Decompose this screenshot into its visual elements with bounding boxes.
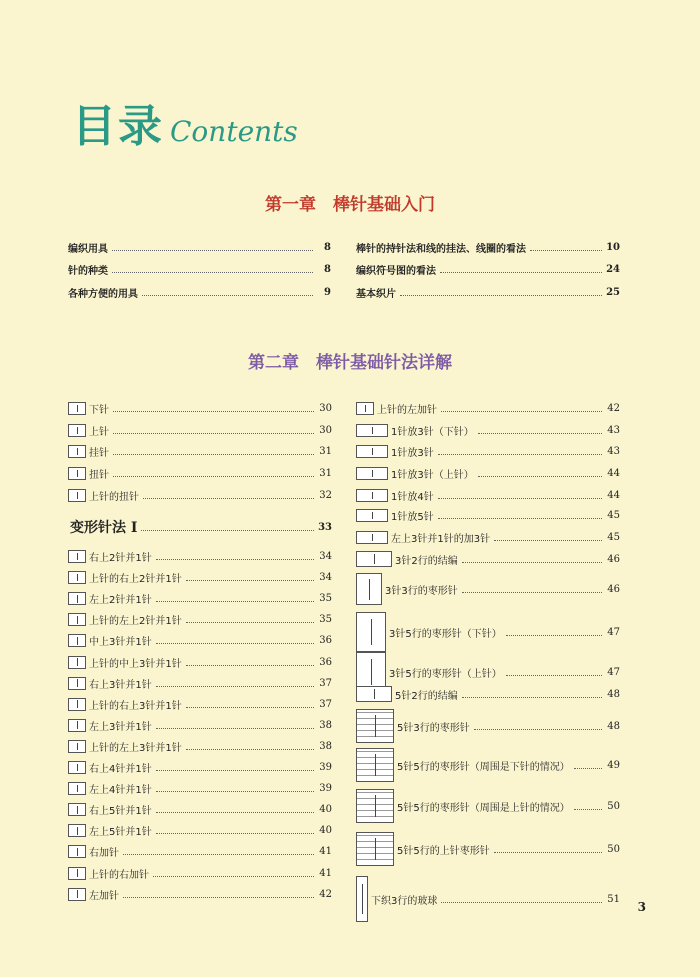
stitch-symbol-icon: [68, 677, 86, 690]
toc-entry[interactable]: [68, 240, 331, 255]
toc-entry-label: [68, 285, 138, 300]
toc-entry-page: 39: [319, 762, 332, 773]
leader-dots: [156, 643, 314, 644]
leader-dots: [186, 622, 314, 623]
toc-entry-label: [68, 676, 152, 691]
toc-entry-page: 44: [607, 468, 620, 479]
stitch-symbol-icon: [68, 634, 86, 647]
leader-dots: [438, 518, 602, 519]
toc-entry-text: 5针2行的结编: [395, 690, 458, 702]
title-en: Contents: [170, 115, 298, 148]
stitch-symbol-icon: [68, 740, 86, 753]
toc-entry-text: 挂针: [89, 448, 109, 459]
toc-entry-page: 42: [319, 888, 332, 900]
toc-entry[interactable]: [356, 423, 620, 438]
stitch-symbol-icon: [356, 445, 388, 458]
toc-entry[interactable]: [68, 401, 332, 416]
toc-entry-page: 30: [319, 403, 332, 414]
stitch-symbol-icon: [68, 782, 86, 795]
stitch-symbol-icon: [68, 824, 86, 837]
toc-entry[interactable]: [356, 748, 620, 782]
toc-entry-page: 10: [606, 242, 620, 253]
toc-entry-text: 右上3针并1针: [89, 679, 152, 691]
leader-dots: [478, 433, 602, 434]
toc-entry[interactable]: [68, 760, 332, 775]
toc-entry-page: 40: [319, 804, 332, 816]
toc-entry[interactable]: [68, 823, 332, 838]
toc-entry-page: 47: [607, 666, 620, 678]
toc-entry-label: [68, 549, 152, 564]
leader-dots: [142, 295, 313, 296]
toc-entry-page: 37: [319, 677, 332, 689]
toc-entry-label: [356, 488, 434, 503]
title-cn: 目录: [72, 101, 164, 152]
toc-entry-page: 46: [607, 583, 620, 595]
toc-entry-label: [68, 866, 149, 881]
toc-entry-page: 44: [607, 490, 620, 501]
toc-entry[interactable]: [68, 655, 332, 670]
toc-entry-page: 38: [319, 719, 332, 731]
toc-entry[interactable]: [68, 718, 332, 733]
leader-dots: [574, 809, 602, 810]
toc-entry-text: 扭针: [89, 470, 109, 481]
leader-dots: [574, 768, 602, 769]
leader-dots: [156, 728, 314, 729]
toc-entry-page: 35: [319, 614, 332, 626]
toc-entry-text: 左上3针并1针的加3针: [391, 534, 491, 545]
stitch-symbol-icon: [68, 888, 86, 901]
stitch-symbol-icon: [68, 424, 86, 437]
toc-entry-label: [68, 262, 108, 277]
toc-entry-page: 34: [319, 572, 332, 584]
leader-dots: [141, 530, 314, 531]
toc-entry-text: 上针的左上2针并1针: [89, 616, 182, 628]
toc-entry[interactable]: [356, 240, 620, 255]
toc-entry[interactable]: [356, 444, 620, 459]
toc-entry-label: [356, 876, 437, 922]
toc-entry-text: 1针放3针（下针）: [391, 427, 474, 438]
toc-entry-page: 45: [607, 532, 620, 543]
toc-entry-label: [68, 633, 152, 648]
leader-dots: [156, 770, 314, 771]
leader-dots: [186, 749, 314, 750]
toc-entry[interactable]: [68, 866, 332, 881]
toc-entry-label: [68, 781, 152, 796]
toc-entry-label: [68, 240, 108, 255]
toc-entry-page: 32: [319, 490, 332, 501]
toc-entry-label: [68, 488, 139, 503]
toc-entry[interactable]: [356, 530, 620, 545]
toc-entry-text: 上针的右加针: [89, 869, 149, 881]
stitch-symbol-icon: [68, 571, 86, 584]
leader-dots: [112, 250, 313, 251]
stitch-symbol-icon: [68, 445, 86, 458]
toc-entry[interactable]: [356, 285, 620, 300]
toc-entry-label: [356, 832, 490, 866]
leader-dots: [506, 635, 602, 636]
toc-entry-text: 3针5行的枣形针（上针）: [389, 668, 502, 680]
toc-entry-text: 左上5针并1针: [89, 827, 152, 839]
leader-dots: [123, 854, 314, 855]
toc-entry-page: 43: [607, 425, 620, 436]
toc-entry[interactable]: [356, 573, 620, 605]
toc-entry-text: 1针放3针: [391, 448, 434, 459]
toc-entry-page: 31: [319, 446, 332, 457]
stitch-symbol-icon: [356, 748, 394, 782]
leader-dots: [156, 833, 314, 834]
toc-entry-page: 45: [607, 510, 620, 521]
toc-entry[interactable]: [356, 401, 620, 416]
leader-dots: [156, 686, 314, 687]
toc-entry-label: [356, 748, 570, 782]
toc-entry-text: 各种方便的用具: [68, 289, 138, 300]
toc-entry[interactable]: [356, 832, 620, 866]
chapter-2-heading: 第二章 棒针基础针法详解: [248, 353, 452, 373]
leader-dots: [186, 580, 314, 581]
toc-entry-page: 42: [607, 403, 620, 414]
toc-entry-label: [356, 530, 490, 545]
section-heading-label: 变形针法 I: [70, 520, 138, 536]
leader-dots: [113, 454, 314, 455]
stitch-symbol-icon: [356, 876, 368, 922]
leader-dots: [156, 812, 314, 813]
toc-entry-label: [356, 612, 502, 652]
toc-entry[interactable]: [68, 466, 332, 481]
toc-entry-label: [68, 444, 109, 459]
leader-dots: [462, 697, 602, 698]
toc-entry[interactable]: [68, 697, 332, 712]
toc-entry-text: 上针的右上2针并1针: [89, 574, 182, 586]
stitch-symbol-icon: [356, 573, 382, 605]
leader-dots: [153, 876, 314, 877]
toc-entry[interactable]: [68, 802, 332, 817]
toc-entry-text: 左上2针并1针: [89, 595, 152, 607]
stitch-symbol-icon: [356, 531, 388, 544]
toc-entry[interactable]: [356, 508, 620, 523]
leader-dots: [113, 411, 314, 412]
toc-entry-text: 下织3行的玻球: [371, 895, 438, 907]
toc-entry-page: 36: [319, 635, 332, 647]
toc-entry[interactable]: [68, 676, 332, 691]
toc-entry-page: 35: [319, 593, 332, 605]
toc-entry-page: 51: [607, 893, 620, 905]
leader-dots: [156, 791, 314, 792]
section-heading-variations: [70, 517, 332, 537]
toc-entry-label: [68, 718, 152, 733]
stitch-symbol-icon: [356, 551, 392, 567]
leader-dots: [494, 852, 602, 853]
toc-entry-label: [356, 240, 526, 255]
leader-dots: [123, 897, 314, 898]
toc-entry-label: [68, 760, 152, 775]
toc-entry-text: 1针放3针（上针）: [391, 470, 474, 481]
toc-entry[interactable]: [356, 709, 620, 743]
toc-entry[interactable]: [68, 612, 332, 627]
toc-entry-text: 左上3针并1针: [89, 721, 152, 733]
stitch-symbol-icon: [68, 867, 86, 880]
leader-dots: [438, 498, 602, 499]
toc-entry-text: 针的种类: [68, 266, 108, 277]
toc-entry-label: [356, 466, 474, 481]
toc-entry-text: 上针的扭针: [89, 492, 139, 503]
toc-entry-text: 编织符号图的看法: [356, 266, 436, 277]
toc-entry-label: [68, 401, 109, 416]
page-number: 3: [637, 900, 646, 914]
toc-entry-label: [356, 789, 570, 823]
toc-entry-label: [68, 844, 119, 859]
toc-entry-label: [356, 686, 458, 702]
stitch-symbol-icon: [68, 489, 86, 502]
toc-entry-text: 棒针的持针法和线的挂法、线圈的看法: [356, 244, 526, 255]
chapter-1-heading: 第一章 棒针基础入门: [265, 195, 435, 215]
toc-entry-page: 31: [319, 468, 332, 479]
toc-entry-label: [356, 285, 396, 300]
toc-entry-page: 24: [606, 264, 620, 275]
stitch-symbol-icon: [68, 719, 86, 732]
stitch-symbol-icon: [68, 613, 86, 626]
toc-entry-text: 下针: [89, 405, 109, 416]
toc-entry-text: 1针放4针: [391, 492, 434, 503]
toc-entry-text: 3针2行的结编: [395, 555, 458, 567]
toc-entry-label: [356, 444, 434, 459]
toc-entry-page: 49: [607, 759, 620, 771]
toc-entry-text: 5针5行的枣形针（周围是上针的情况）: [397, 802, 570, 814]
toc-entry-text: 1针放5针: [391, 512, 434, 523]
leader-dots: [113, 476, 314, 477]
toc-entry-text: 5针5行的枣形针（周围是下针的情况）: [397, 761, 570, 773]
toc-entry-page: 8: [324, 264, 331, 275]
stitch-symbol-icon: [68, 402, 86, 415]
toc-entry-label: [68, 697, 182, 712]
toc-entry[interactable]: [356, 262, 620, 277]
leader-dots: [440, 272, 602, 273]
stitch-symbol-icon: [356, 489, 388, 502]
toc-entry-page: 46: [607, 553, 620, 565]
leader-dots: [186, 665, 314, 666]
toc-entry[interactable]: [68, 591, 332, 606]
toc-entry-label: [356, 551, 458, 567]
toc-entry-page: 40: [319, 825, 332, 837]
leader-dots: [441, 411, 602, 412]
toc-entry[interactable]: [356, 488, 620, 503]
stitch-symbol-icon: [356, 612, 386, 652]
toc-entry-page: 50: [607, 843, 620, 855]
leader-dots: [462, 562, 602, 563]
toc-entry-text: 右上4针并1针: [89, 764, 152, 775]
stitch-symbol-icon: [356, 467, 388, 480]
toc-entry-text: 左上4针并1针: [89, 785, 152, 797]
leader-dots: [156, 559, 314, 560]
toc-entry-label: [68, 823, 152, 838]
section-heading-page: 33: [318, 521, 332, 533]
toc-entry-text: 中上3针并1针: [89, 637, 152, 649]
leader-dots: [494, 540, 602, 541]
toc-entry-text: 上针的左上3针并1针: [89, 742, 182, 754]
leader-dots: [400, 295, 602, 296]
leader-dots: [186, 707, 314, 708]
toc-entry[interactable]: [68, 844, 332, 859]
toc-entry[interactable]: [356, 612, 620, 652]
toc-entry[interactable]: [356, 686, 620, 702]
toc-entry-page: 25: [606, 287, 620, 298]
toc-entry-label: [68, 802, 152, 817]
toc-entry-label: [356, 508, 434, 523]
leader-dots: [462, 592, 602, 593]
toc-entry-label: [68, 739, 182, 754]
toc-entry-label: [68, 612, 182, 627]
stitch-symbol-icon: [68, 550, 86, 563]
stitch-symbol-icon: [68, 803, 86, 816]
toc-entry-label: [356, 262, 436, 277]
toc-entry[interactable]: [68, 285, 331, 300]
toc-entry-text: 右上5针并1针: [89, 806, 152, 818]
toc-entry-text: 右加针: [89, 848, 119, 860]
toc-entry-label: [68, 591, 152, 606]
toc-entry-label: [68, 655, 182, 670]
toc-entry-page: 38: [319, 740, 332, 752]
toc-entry-text: 基本织片: [356, 289, 396, 300]
stitch-symbol-icon: [356, 789, 394, 823]
toc-entry[interactable]: [68, 262, 331, 277]
toc-entry-page: 39: [319, 783, 332, 795]
toc-entry-text: 上针: [89, 427, 109, 438]
toc-entry[interactable]: [356, 789, 620, 823]
toc-entry-text: 编织用具: [68, 244, 108, 255]
leader-dots: [156, 601, 314, 602]
toc-entry-text: 5针5行的上针枣形针: [397, 845, 490, 857]
toc-entry-page: 9: [324, 287, 331, 298]
toc-entry-text: 右上2针并1针: [89, 553, 152, 564]
toc-entry[interactable]: [68, 423, 332, 438]
stitch-symbol-icon: [356, 832, 394, 866]
toc-entry[interactable]: [356, 466, 620, 481]
toc-entry-text: 上针的中上3针并1针: [89, 658, 182, 670]
leader-dots: [113, 433, 314, 434]
toc-entry-text: 3针5行的枣形针（下针）: [389, 628, 502, 640]
toc-entry[interactable]: [68, 633, 332, 648]
toc-entry[interactable]: [356, 876, 620, 922]
toc-entry-page: 34: [319, 551, 332, 562]
toc-entry-text: 左加针: [89, 890, 119, 902]
toc-entry-page: 36: [319, 656, 332, 668]
stitch-symbol-icon: [356, 709, 394, 743]
toc-entry[interactable]: [356, 551, 620, 567]
toc-entry-label: [356, 573, 458, 605]
toc-entry[interactable]: [68, 549, 332, 564]
leader-dots: [438, 454, 602, 455]
stitch-symbol-icon: [356, 424, 388, 437]
leader-dots: [530, 250, 602, 251]
stitch-symbol-icon: [68, 592, 86, 605]
leader-dots: [478, 476, 602, 477]
toc-entry[interactable]: [68, 444, 332, 459]
toc-entry-page: 41: [319, 867, 332, 879]
toc-entry[interactable]: [68, 781, 332, 796]
toc-entry-page: 8: [324, 242, 331, 253]
toc-entry[interactable]: [68, 570, 332, 585]
leader-dots: [441, 902, 602, 903]
stitch-symbol-icon: [68, 698, 86, 711]
stitch-symbol-icon: [356, 686, 392, 702]
toc-entry-text: 3针3行的枣形针: [385, 585, 458, 597]
toc-entry[interactable]: [68, 739, 332, 754]
stitch-symbol-icon: [68, 761, 86, 774]
stitch-symbol-icon: [356, 402, 374, 415]
toc-entry-page: 47: [607, 626, 620, 638]
stitch-symbol-icon: [68, 467, 86, 480]
stitch-symbol-icon: [68, 845, 86, 858]
stitch-symbol-icon: [356, 509, 388, 522]
toc-entry[interactable]: [68, 488, 332, 503]
toc-entry-page: 41: [319, 846, 332, 858]
toc-entry-page: 50: [607, 800, 620, 812]
toc-entry-label: [68, 423, 109, 438]
toc-entry-text: 5针3行的枣形针: [397, 722, 470, 734]
toc-entry-page: 43: [607, 446, 620, 457]
toc-entry-text: 上针的左加针: [377, 405, 437, 416]
toc-entry-text: 上针的右上3针并1针: [89, 700, 182, 712]
stitch-symbol-icon: [68, 656, 86, 669]
leader-dots: [474, 729, 602, 730]
toc-entry-page: 48: [607, 688, 620, 700]
toc-entry-label: [356, 423, 474, 438]
toc-entry-page: 48: [607, 720, 620, 732]
toc-entry-page: 30: [319, 425, 332, 436]
toc-entry-label: [68, 887, 119, 902]
toc-entry-label: [356, 709, 470, 743]
toc-entry-page: 37: [319, 698, 332, 710]
toc-entry[interactable]: [68, 887, 332, 902]
leader-dots: [506, 675, 602, 676]
toc-entry-label: [68, 466, 109, 481]
toc-entry-label: [68, 570, 182, 585]
leader-dots: [112, 272, 313, 273]
leader-dots: [143, 498, 314, 499]
page-title: [72, 90, 298, 154]
toc-entry-label: [356, 401, 437, 416]
